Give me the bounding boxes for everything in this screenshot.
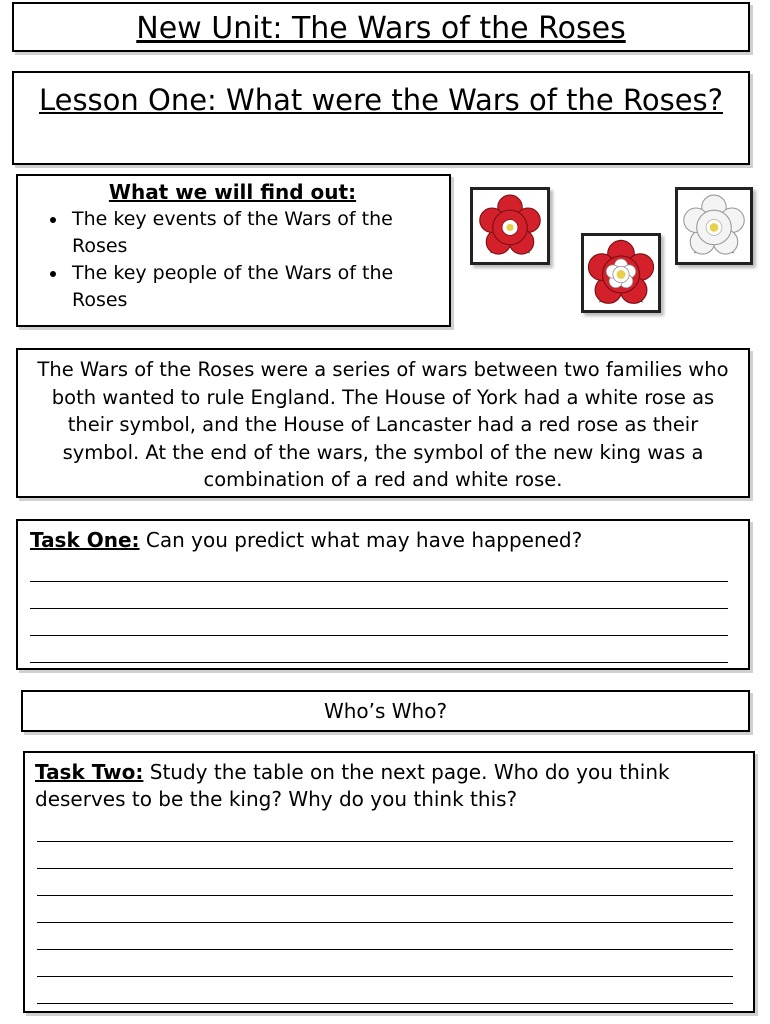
answer-line[interactable] (30, 555, 728, 582)
lesson-title-box (12, 71, 750, 165)
task-two-box (23, 751, 755, 1013)
red-rose-image (473, 190, 547, 262)
answer-line[interactable] (37, 842, 733, 869)
learning-outcomes-box (16, 174, 451, 327)
task-one-answer-lines[interactable] (30, 555, 728, 663)
outcomes-list (26, 206, 439, 314)
task-two-instruction (35, 759, 743, 813)
unit-title: New Unit: The Wars of the Roses (136, 11, 626, 46)
task-two-prompt: Study the table on the next page. Who do you think deserves to be the king? Why do you think this? (35, 760, 670, 811)
answer-line[interactable] (30, 582, 728, 609)
whos-who-box (21, 690, 750, 732)
answer-line[interactable] (37, 923, 733, 950)
tudor-rose-image (584, 236, 658, 310)
task-one-label: Task One: (30, 528, 140, 552)
unit-title-box (12, 2, 750, 52)
answer-line[interactable] (37, 950, 733, 977)
answer-line[interactable] (30, 636, 728, 663)
answer-line[interactable] (37, 977, 733, 1004)
task-one-prompt: Can you predict what may have happened? (139, 528, 583, 552)
lesson-title: Lesson One: What were the Wars of the Roses? (38, 83, 724, 117)
task-one-box (16, 519, 750, 670)
outcome-item: • The key people of the Wars of the Roses (68, 260, 439, 314)
task-two-label: Task Two: (35, 760, 144, 784)
intro-text-box (16, 348, 750, 498)
task-one-instruction (30, 527, 738, 554)
white-rose-icon (675, 187, 753, 265)
whos-who-heading: Who’s Who? (323, 699, 448, 723)
tudor-rose-icon (581, 233, 661, 313)
answer-line[interactable] (37, 869, 733, 896)
white-rose-image (678, 190, 750, 262)
task-two-answer-lines[interactable] (37, 815, 733, 1004)
outcomes-heading: What we will find out: (108, 180, 357, 204)
answer-line[interactable] (37, 896, 733, 923)
answer-line[interactable] (37, 815, 733, 842)
intro-paragraph: The Wars of the Roses were a series of wars between two families who both wanted to rule England. The House of York had a white rose as their symbol, and the House of Lancaster had a red rose as their symbol. At the end of the wars, the symbol of the new king was a combination of a red and white rose. (37, 358, 729, 491)
outcome-item: • The key events of the Wars of the Roses (68, 206, 439, 260)
red-rose-icon (470, 187, 550, 265)
answer-line[interactable] (30, 609, 728, 636)
